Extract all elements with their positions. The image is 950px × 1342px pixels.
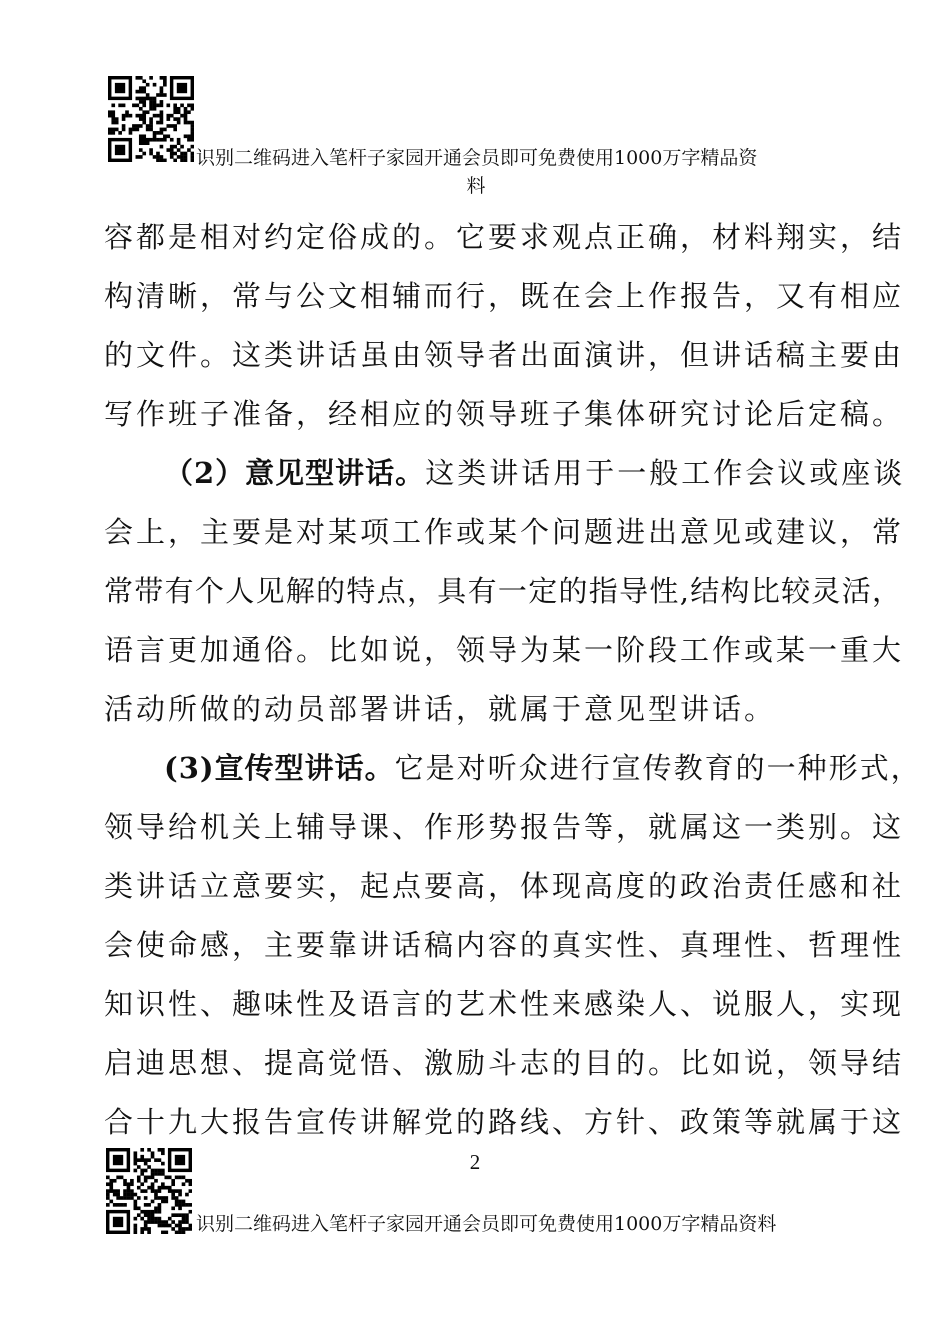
body-line: 的文件。这类讲话虽由领导者出面演讲，但讲话稿主要由 (104, 338, 905, 372)
body-line: 会上，主要是对某项工作或某个问题进出意见或建议，常 (104, 515, 905, 549)
footer-banner (106, 1210, 866, 1238)
body-line: 常带有个人见解的特点，具有一定的指导性,结构比较灵活， (104, 574, 903, 608)
body-line: 知识性、趣味性及语言的艺术性来感染人、说服人，实现 (104, 987, 905, 1021)
paragraph-2-heading: （2）意见型讲话。 (164, 456, 426, 490)
paragraph-3-heading: (3)宣传型讲话。 (164, 751, 395, 785)
body-line: 合十九大报告宣传讲解党的路线、方针、政策等就属于这 (104, 1105, 905, 1139)
body-line: 构清晰，常与公文相辅而行，既在会上作报告，又有相应 (104, 279, 905, 313)
footer-banner-line1: 识别二维码进入笔杆子家园开通会员即可免费使用1000万字精品资 (196, 1213, 758, 1235)
body-line: 写作班子准备，经相应的领导班子集体研究讨论后定稿。 (104, 397, 905, 431)
body-line: 语言更加通俗。比如说，领导为某一阶段工作或某一重大 (104, 633, 905, 667)
paragraph-2-text: 这类讲话用于一般工作会议或座谈 (425, 456, 906, 490)
qr-code-top[interactable] (108, 76, 194, 162)
paragraph-2-first-line (104, 444, 906, 503)
page-number: 2 (469, 1150, 481, 1174)
header-banner-line2: 料 (466, 175, 486, 197)
footer-banner-line2: 料 (757, 1213, 777, 1235)
document-body (104, 208, 922, 1152)
paragraph-3-text: 它是对听众进行宣传教育的一种形式， (394, 751, 922, 785)
paragraph-3-first-line (104, 739, 922, 798)
header-banner-line1: 识别二维码进入笔杆子家园开通会员即可免费使用1000万字精品资 (196, 147, 758, 169)
body-line: 类讲话立意要实，起点要高，体现高度的政治责任感和社 (104, 869, 905, 903)
body-line: 启迪思想、提高觉悟、激励斗志的目的。比如说，领导结 (104, 1046, 905, 1080)
body-line: 会使命感，主要靠讲话稿内容的真实性、真理性、哲理性 (104, 928, 905, 962)
body-line: 容都是相对约定俗成的。它要求观点正确，材料翔实，结 (104, 220, 905, 254)
qr-pattern (108, 76, 194, 162)
body-line: 活动所做的动员部署讲话，就属于意见型讲话。 (104, 692, 777, 726)
header-banner (196, 144, 856, 200)
body-line: 领导给机关上辅导课、作形势报告等，就属这一类别。这 (104, 810, 905, 844)
